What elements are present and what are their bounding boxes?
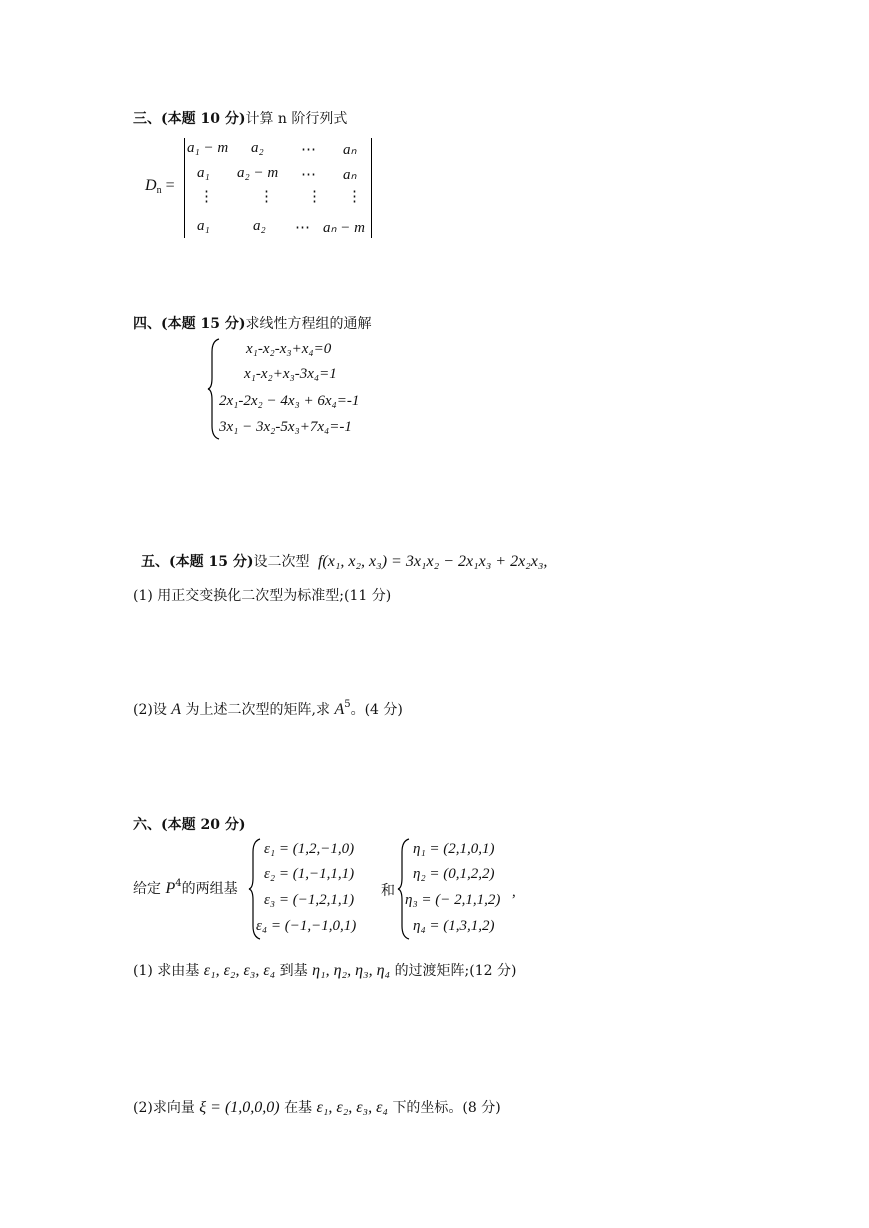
q5-prompt: 设二次型: [253, 554, 310, 570]
eta-brace: [397, 838, 411, 940]
det-cell: a₁: [197, 218, 210, 234]
q3-lhs-sub: n: [156, 185, 162, 196]
q6-header: 六、(本题 20 分): [133, 817, 246, 833]
det-cell: a₂ − m: [237, 165, 279, 181]
q6-part2-b: 在基: [284, 1100, 313, 1116]
det-cell: ⋯: [301, 142, 316, 158]
q3-header: 三、(本题 10 分): [133, 111, 246, 127]
q3-prompt: 计算 n 阶行列式: [245, 111, 348, 127]
q3-lhs: [145, 177, 175, 196]
q6-given: [133, 878, 238, 898]
q5-part2: [133, 699, 403, 719]
det-cell: a₁ − m: [187, 140, 229, 156]
q5-matrix-A: A: [171, 701, 182, 718]
q5-part2-b: 为上述二次型的矩阵,求: [185, 702, 330, 718]
q4-line: [133, 313, 371, 333]
q5-matrix-A-power: A: [334, 701, 345, 718]
q4-header: 四、(本题 15 分): [133, 316, 246, 332]
q6-space: P: [165, 880, 176, 897]
basis-eta-3: η₃ = (− 2,1,1,2): [405, 892, 501, 908]
q6-part2-c: 下的坐标。(8 分): [392, 1100, 501, 1116]
q5-part2-c: 。(4 分): [350, 702, 403, 718]
q6-part2-a: (2)求向量: [133, 1100, 195, 1116]
equation-2: x₁-x₂+x₃-3x₄=1: [244, 366, 337, 382]
basis-eta-4: η₄ = (1,3,1,2): [413, 918, 495, 934]
basis-eps-2: ε₂ = (1,−1,1,1): [264, 866, 355, 882]
basis-eps-3: ε₃ = (−1,2,1,1): [264, 892, 355, 908]
det-cell: aₙ: [343, 167, 357, 183]
equation-1: x₁-x₂-x₃+x₄=0: [246, 341, 332, 357]
q6-given-text: 给定: [133, 881, 161, 897]
det-cell: ⋮: [347, 189, 362, 205]
q3-lhs-symbol: D: [145, 177, 157, 194]
q5-formula: f(x₁, x₂, x₃) = 3x₁x₂ − 2x₁x₃ + 2x₂x₃,: [317, 553, 548, 570]
q6-space-sup: 4: [175, 878, 182, 889]
q6-trailing-comma: ,: [512, 884, 516, 900]
q6-part2-eps: ε₁, ε₂, ε₃, ε₄: [316, 1099, 388, 1116]
q6-part1-c: 的过渡矩阵;(12 分): [394, 963, 517, 979]
q3-eq: =: [165, 177, 175, 194]
q6-given-tail: 的两组基: [181, 881, 238, 897]
q5-header: 五、(本题 15 分): [141, 554, 254, 570]
basis-eta-2: η₂ = (0,1,2,2): [413, 866, 495, 882]
q6-part1-b: 到基: [279, 963, 308, 979]
basis-eps-1: ε₁ = (1,2,−1,0): [264, 841, 355, 857]
q6-part1: [133, 960, 516, 980]
q6-and: 和: [381, 883, 395, 899]
det-cell: a₂: [253, 218, 266, 234]
q5-part1: (1) 用正交变换化二次型为标准型;(11 分): [133, 588, 392, 604]
det-cell: ⋮: [259, 189, 274, 205]
equation-3: 2x₁-2x₂ − 4x₃ + 6x₄=-1: [219, 393, 360, 409]
det-cell: a₁: [197, 165, 210, 181]
basis-eta-1: η₁ = (2,1,0,1): [413, 841, 495, 857]
q3-line: [133, 108, 347, 128]
equation-4: 3x₁ − 3x₂-5x₃+7x₄=-1: [219, 419, 352, 435]
q4-prompt: 求线性方程组的通解: [245, 316, 372, 332]
det-cell: ⋮: [307, 189, 322, 205]
q6-part1-eta: η₁, η₂, η₃, η₄: [312, 962, 391, 979]
det-cell: ⋮: [199, 189, 214, 205]
q6-part2-xi: ξ = (1,0,0,0): [199, 1099, 280, 1116]
det-cell: a₂: [251, 140, 264, 156]
det-cell: ⋯: [295, 220, 310, 236]
q6-part1-a: (1) 求由基: [133, 963, 200, 979]
q5-exponent: 5: [344, 699, 351, 710]
q6-part1-eps: ε₁, ε₂, ε₃, ε₄: [203, 962, 276, 979]
det-cell: aₙ: [343, 142, 357, 158]
det-cell: aₙ − m: [323, 220, 365, 236]
det-cell: ⋯: [301, 167, 316, 183]
q6-part2: [133, 1097, 501, 1117]
basis-eps-4: ε₄ = (−1,−1,0,1): [256, 918, 357, 934]
determinant: [184, 138, 372, 238]
q5-line: [141, 551, 547, 571]
q5-part2-a: (2)设: [133, 702, 167, 718]
